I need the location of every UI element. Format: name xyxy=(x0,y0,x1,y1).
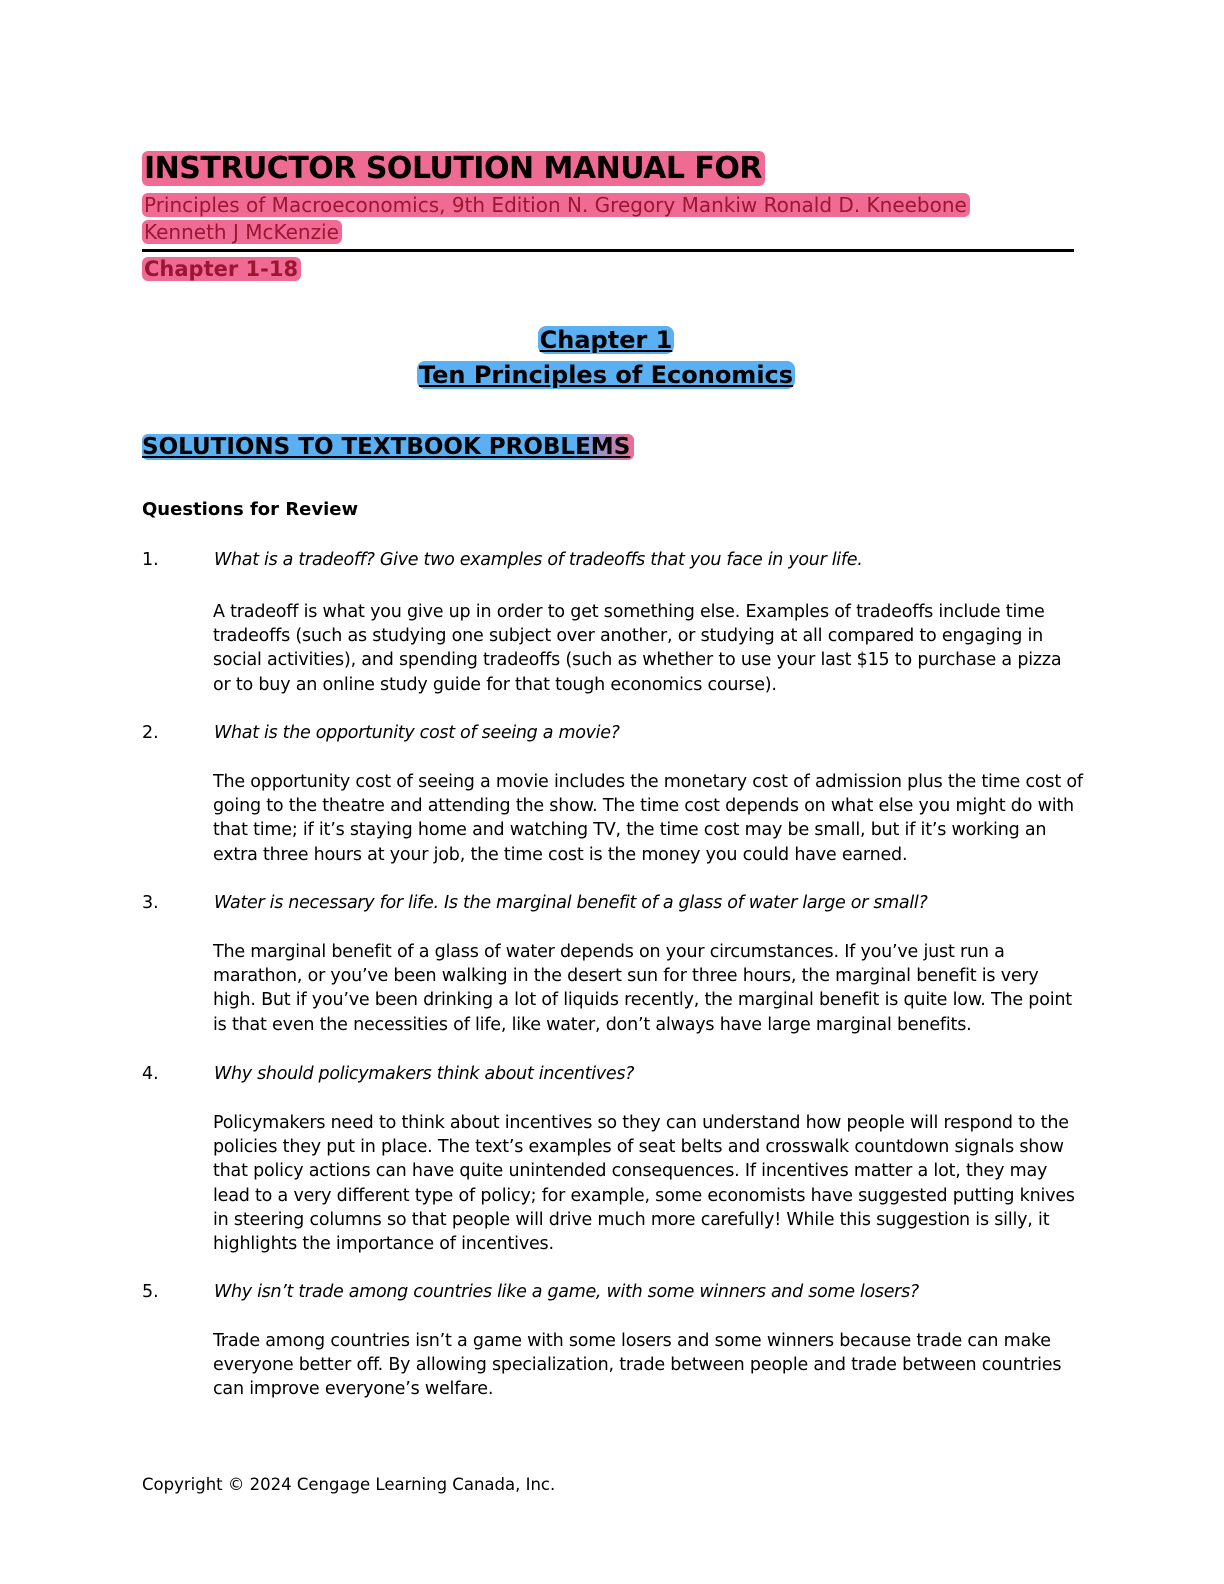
answer-text: The opportunity cost of seeing a movie includes the monetary cost of admission plus the time cost of going to the theatre and attending the show. The time cost depends on what else you might do with that time; if it’s staying home and watching TV, the time cost may be small, but if it’s working an extra three hours at your job, the time cost is the money you could have earned. xyxy=(213,772,1083,865)
chapter-range xyxy=(142,255,301,283)
question-text: What is the opportunity cost of seeing a movie? xyxy=(214,723,620,743)
document-title-text: INSTRUCTOR SOLUTION MANUAL FOR xyxy=(142,151,765,186)
section-subheading: Questions for Review xyxy=(142,499,359,520)
chapter-title: Ten Principles of Economics xyxy=(418,361,794,389)
answer-text: The marginal benefit of a glass of water depends on your circumstances. If you’ve just run a marathon, or you’ve been walking in the desert sun for three hours, the marginal benefit is very high. But if you’ve been drinking a lot of liquids recently, the marginal benefit is quite low. The point is that even the necessities of life, like water, don’t always have large marginal benefits. xyxy=(213,942,1072,1035)
section-heading xyxy=(142,431,634,464)
document-title xyxy=(142,150,765,188)
question-number: 2. xyxy=(142,723,159,743)
answer-text: Trade among countries isn’t a game with some losers and some winners because trade can make everyone better off. By allowing specialization, trade between people and trade between countries can improve everyone’s welfare. xyxy=(213,1331,1062,1400)
header-divider xyxy=(142,249,1074,252)
answer-text: A tradeoff is what you give up in order to get something else. Examples of tradeoffs include time tradeoffs (such as studying one subject over another, or studying at all compared to engaging in social activities), and spending tradeoffs (such as whether to use your last $15 to purchase a pizza or to buy an online study guide for that tough economics course). xyxy=(213,602,1062,695)
chapter-range-text: Chapter 1-18 xyxy=(142,257,301,281)
question-text: Why isn’t trade among countries like a game, with some winners and some losers? xyxy=(214,1282,919,1302)
question-text: Water is necessary for life. Is the marginal benefit of a glass of water large or small? xyxy=(214,893,928,913)
question-text: What is a tradeoff? Give two examples of tradeoffs that you face in your life. xyxy=(214,550,863,570)
question-number: 5. xyxy=(142,1282,159,1302)
answer-text: Policymakers need to think about incentives so they can understand how people will respond to the policies they put in place. The text’s examples of seat belts and crosswalk countdown signals show that policy actions can have quite unintended consequences. If incentives matter a lot, they may lead to a very different type of policy; for example, some economists have suggested putting knives in steering columns so that people will drive much more carefully! While this suggestion is silly, it highlights the importance of incentives. xyxy=(213,1113,1075,1255)
copyright-footer: Copyright © 2024 Cengage Learning Canada, Inc. xyxy=(142,1475,556,1494)
question-number: 4. xyxy=(142,1064,159,1084)
question-number: 3. xyxy=(142,893,159,913)
section-heading-text: SOLUTIONS TO TEXTBOOK PROBLEMS xyxy=(142,434,634,460)
chapter-heading xyxy=(0,323,1212,392)
book-subtitle-text: Principles of Macroeconomics, 9th Edition N. Gregory Mankiw Ronald D. Kneebone Kenneth J McKenzie xyxy=(142,193,970,244)
chapter-number: Chapter 1 xyxy=(539,326,673,354)
question-number: 1. xyxy=(142,550,159,570)
question-text: Why should policymakers think about incentives? xyxy=(214,1064,635,1084)
book-subtitle xyxy=(142,192,1022,246)
